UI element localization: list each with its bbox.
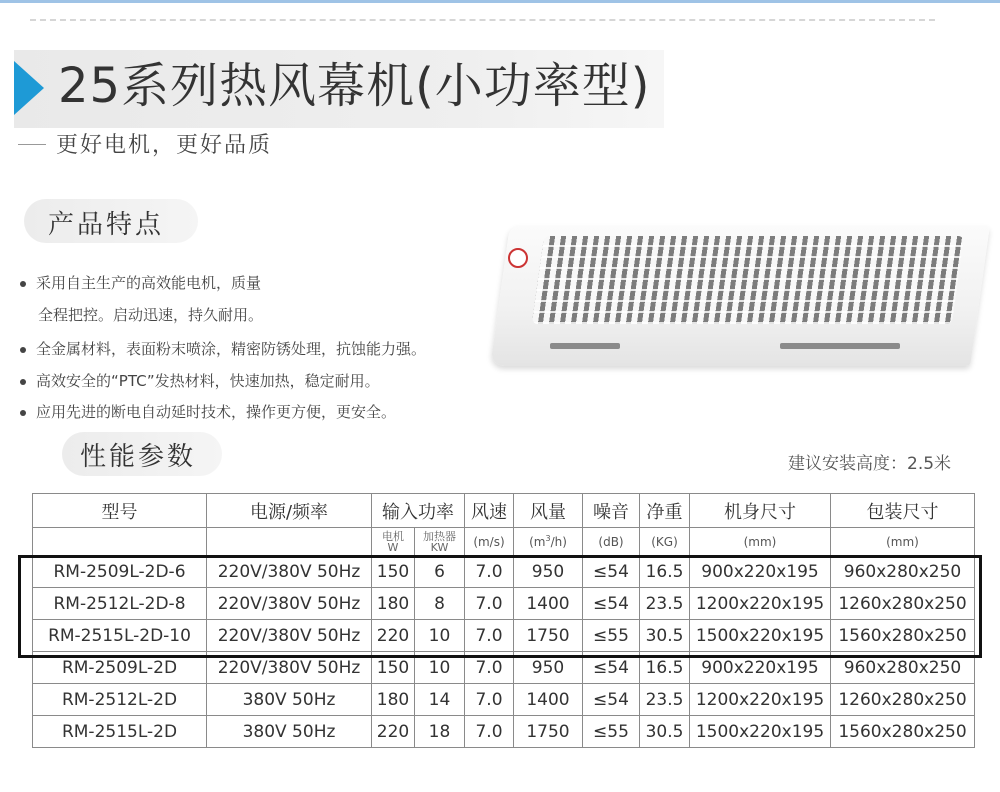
page-subtitle: 更好电机，更好品质 — [56, 133, 273, 158]
units-model — [33, 528, 207, 556]
cell-speed: 7.0 — [465, 716, 514, 748]
table-row — [33, 716, 975, 748]
cell-noise: ≤54 — [583, 684, 640, 716]
install-height-note: 建议安装高度：2.5米 — [788, 454, 952, 474]
feature-item — [20, 370, 380, 391]
cell-motor: 150 — [372, 652, 415, 684]
spec-heading: 性能参数 — [80, 442, 197, 472]
units-power — [207, 528, 372, 556]
cell-weight: 30.5 — [640, 620, 690, 652]
cell-heater: 18 — [415, 716, 465, 748]
cell-motor: 150 — [372, 556, 415, 588]
cell-package: 1560x280x250 — [831, 716, 975, 748]
cell-package: 1560x280x250 — [831, 620, 975, 652]
cell-power: 220V/380V 50Hz — [207, 556, 372, 588]
cell-heater: 14 — [415, 684, 465, 716]
cell-body: 1500x220x195 — [690, 716, 831, 748]
header-power-supply: 电源/频率 — [207, 494, 372, 528]
cell-weight: 16.5 — [640, 556, 690, 588]
cell-power: 220V/380V 50Hz — [207, 620, 372, 652]
feature-text: 高效安全的“PTC”发热材料，快速加热，稳定耐用。 — [36, 372, 380, 390]
cell-package: 1260x280x250 — [831, 684, 975, 716]
title-arrow-icon — [14, 61, 44, 115]
cell-weight: 23.5 — [640, 684, 690, 716]
cell-body: 1500x220x195 — [690, 620, 831, 652]
header-body-size: 机身尺寸 — [690, 494, 831, 528]
cell-body: 900x220x195 — [690, 556, 831, 588]
feature-item-continuation: 全程把控。启动迅速，持久耐用。 — [38, 306, 264, 324]
cell-model: RM-2512L-2D — [33, 684, 207, 716]
bullet-icon — [20, 281, 26, 287]
cell-airflow: 1400 — [514, 588, 583, 620]
cell-speed: 7.0 — [465, 556, 514, 588]
cell-noise: ≤54 — [583, 588, 640, 620]
highlight-box — [18, 555, 982, 658]
features-heading: 产品特点 — [48, 210, 165, 240]
units-body-size: (mm) — [690, 528, 831, 556]
cell-weight: 23.5 — [640, 588, 690, 620]
header-input-power: 输入功率 — [372, 494, 465, 528]
bullet-icon — [20, 379, 26, 385]
cell-body: 900x220x195 — [690, 652, 831, 684]
cell-motor: 220 — [372, 620, 415, 652]
table-header-row — [33, 494, 975, 528]
units-heater-unit: KW — [430, 540, 449, 554]
units-airflow — [514, 528, 583, 556]
cell-motor: 180 — [372, 684, 415, 716]
units-motor — [372, 528, 415, 556]
units-package-size: (mm) — [831, 528, 975, 556]
cell-heater: 10 — [415, 620, 465, 652]
header-model: 型号 — [33, 494, 207, 528]
unit-vent-slot — [780, 343, 900, 349]
units-motor-unit: W — [387, 540, 399, 554]
cell-speed: 7.0 — [465, 620, 514, 652]
units-noise: (dB) — [583, 528, 640, 556]
cell-airflow: 950 — [514, 556, 583, 588]
cell-speed: 7.0 — [465, 684, 514, 716]
cell-power: 220V/380V 50Hz — [207, 652, 372, 684]
units-wind-speed: (m/s) — [465, 528, 514, 556]
cell-airflow: 1750 — [514, 716, 583, 748]
subtitle-dash — [18, 144, 46, 145]
cell-motor: 220 — [372, 716, 415, 748]
brand-logo-icon — [508, 248, 528, 268]
cell-speed: 7.0 — [465, 588, 514, 620]
cell-heater: 10 — [415, 652, 465, 684]
unit-grille-highlight — [532, 236, 964, 324]
air-curtain-product-image — [490, 218, 990, 378]
table-row — [33, 684, 975, 716]
header-wind-speed: 风速 — [465, 494, 514, 528]
cell-heater: 6 — [415, 556, 465, 588]
cell-weight: 16.5 — [640, 652, 690, 684]
cell-noise: ≤54 — [583, 556, 640, 588]
cell-package: 1260x280x250 — [831, 588, 975, 620]
feature-item — [20, 272, 261, 293]
cell-airflow: 1400 — [514, 684, 583, 716]
cell-power: 380V 50Hz — [207, 716, 372, 748]
units-airflow-pre: (m — [529, 535, 546, 549]
cell-model: RM-2509L-2D — [33, 652, 207, 684]
units-heater — [415, 528, 465, 556]
cell-body: 1200x220x195 — [690, 588, 831, 620]
cell-package: 960x280x250 — [831, 556, 975, 588]
cell-noise: ≤54 — [583, 652, 640, 684]
units-motor-label: 电机 — [382, 529, 404, 543]
unit-vent-slot — [550, 343, 620, 349]
cell-airflow: 1750 — [514, 620, 583, 652]
cell-weight: 30.5 — [640, 716, 690, 748]
feature-text: 采用自主生产的高效能电机，质量 — [36, 274, 262, 292]
feature-item — [20, 401, 396, 422]
bullet-icon — [20, 410, 26, 416]
cell-airflow: 950 — [514, 652, 583, 684]
table-units-row — [33, 528, 975, 556]
header-net-weight: 净重 — [640, 494, 690, 528]
feature-item — [20, 338, 426, 359]
bullet-icon — [20, 347, 26, 353]
cell-package: 960x280x250 — [831, 652, 975, 684]
cell-model: RM-2515L-2D — [33, 716, 207, 748]
header-noise: 噪音 — [583, 494, 640, 528]
cell-model: RM-2512L-2D-8 — [33, 588, 207, 620]
cell-motor: 180 — [372, 588, 415, 620]
header-airflow: 风量 — [514, 494, 583, 528]
cell-speed: 7.0 — [465, 652, 514, 684]
dashed-divider — [30, 19, 935, 21]
cell-heater: 8 — [415, 588, 465, 620]
units-heater-label: 加热器 — [423, 529, 456, 543]
top-border-line — [0, 0, 1000, 3]
cell-model: RM-2509L-2D-6 — [33, 556, 207, 588]
units-net-weight: (KG) — [640, 528, 690, 556]
cell-noise: ≤55 — [583, 716, 640, 748]
page-title: 25系列热风幕机(小功率型) — [58, 58, 651, 114]
cell-power: 220V/380V 50Hz — [207, 588, 372, 620]
feature-text: 应用先进的断电自动延时技术，操作更方便，更安全。 — [36, 403, 397, 421]
feature-text: 全金属材料，表面粉末喷涂，精密防锈处理，抗蚀能力强。 — [36, 340, 427, 358]
cell-noise: ≤55 — [583, 620, 640, 652]
units-airflow-post: /h) — [550, 535, 567, 549]
cell-power: 380V 50Hz — [207, 684, 372, 716]
header-package-size: 包装尺寸 — [831, 494, 975, 528]
units-airflow-sup: 3 — [545, 534, 551, 543]
cell-body: 1200x220x195 — [690, 684, 831, 716]
cell-model: RM-2515L-2D-10 — [33, 620, 207, 652]
